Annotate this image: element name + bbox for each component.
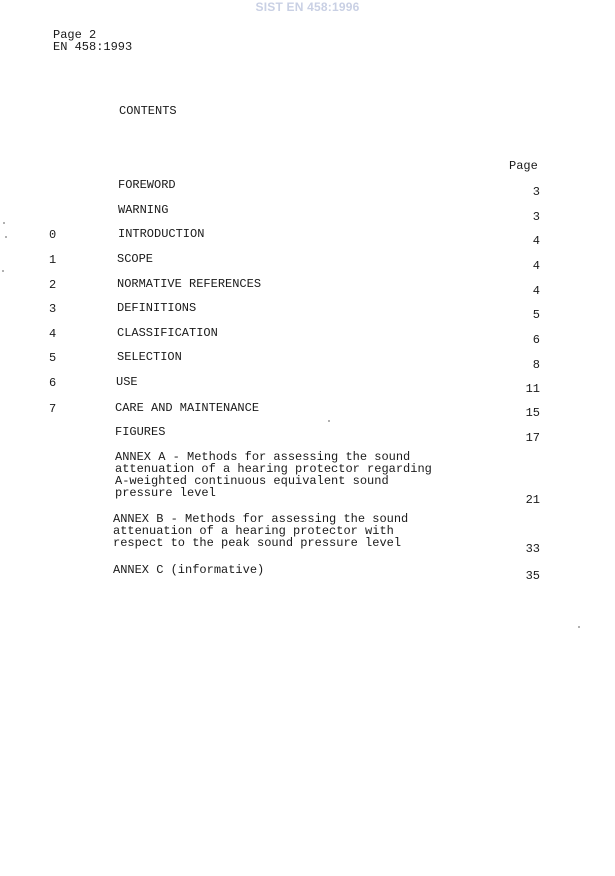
toc-entry-title: NORMATIVE REFERENCES [117,277,262,291]
toc-entry-title: FIGURES [115,425,166,439]
toc-entry-page: 4 [532,234,540,248]
toc-entry-title: SELECTION [117,350,182,364]
toc-entry-page: 4 [532,259,540,273]
document-id: EN 458:1993 [53,40,133,54]
toc-entry-page: 6 [532,333,540,347]
toc-entry-number: 6 [49,376,57,390]
scan-speck [328,420,330,422]
scan-speck [2,270,4,272]
toc-entry-title: CARE AND MAINTENANCE [115,401,260,415]
toc-entry-title: CLASSIFICATION [117,326,218,340]
toc-entry-page: 15 [525,406,540,420]
toc-entry-number: 4 [49,327,57,341]
toc-entry-title: ANNEX C (informative) [113,563,265,577]
toc-entry-title: ANNEX B - Methods for assessing the sound attenuation of a hearing protector with respect to the peak sound pressure level [113,512,409,550]
watermark: SIST EN 458:1996 [255,0,360,14]
toc-entry-title: ANNEX A - Methods for assessing the sound attenuation of a hearing protector regarding A-weighted continuous equivalent sound pressure level [115,450,432,500]
scan-speck [5,236,7,238]
toc-entry-page: 17 [525,431,540,445]
toc-entry-number: 7 [49,402,57,416]
toc-entry-page: 33 [525,542,540,556]
toc-entry-title: SCOPE [117,252,154,266]
toc-entry-title: FOREWORD [118,178,176,192]
page-number-label: Page 2 [53,28,97,42]
page-header [53,29,132,53]
page-column-header: Page [509,159,538,173]
toc-entry-page: 4 [532,284,540,298]
toc-entry-page: 35 [525,569,540,583]
toc-entry-page: 11 [525,382,540,396]
toc-entry-page: 21 [525,493,540,507]
contents-title: CONTENTS [119,104,177,118]
toc-entry-title: INTRODUCTION [118,227,205,241]
toc-entry-page: 3 [532,210,540,224]
toc-entry-page: 8 [532,358,540,372]
scan-speck [3,222,5,224]
toc-entry-number: 1 [49,253,57,267]
toc-entry-title: DEFINITIONS [117,301,197,315]
toc-entry-page: 3 [532,185,540,199]
scan-speck [578,626,580,628]
toc-entry-number: 0 [49,228,57,242]
toc-entry-page: 5 [532,308,540,322]
toc-entry-number: 5 [49,351,57,365]
toc-entry-number: 3 [49,302,57,316]
toc-entry-title: USE [116,375,138,389]
toc-entry-title: WARNING [118,203,169,217]
toc-entry-number: 2 [49,278,57,292]
